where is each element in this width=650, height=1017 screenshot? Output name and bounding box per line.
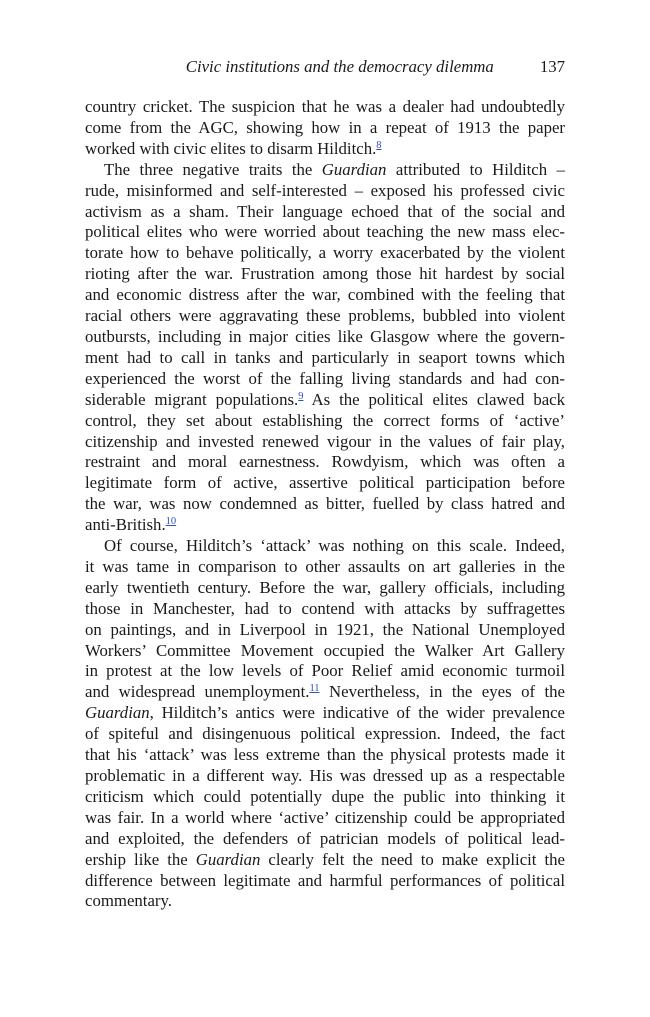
text-segment: attributed to Hilditch – [386,159,565,179]
text-line: and economic distress after the war, combined with the feeling that [85,285,565,305]
text-segment: The three negative traits the [104,159,322,179]
text-line: and exploited, the defenders of patrician models of political lead- [85,828,565,848]
running-title: Civic institutions and the democracy dilemma [185,57,494,76]
text-segment: , Hilditch’s antics were indicative of the wider prevalence [149,703,565,723]
text-line: early twentieth century. Before the war, gallery officials, including [85,577,565,597]
text-segment: Nevertheless, in the eyes of the [319,682,566,702]
text-line: racial others were aggravating these problems, bubbled into violent [85,306,565,326]
text-segment: ership like the [85,849,196,869]
text-line [85,139,565,160]
text-segment: and widespread unemployment. [85,682,310,702]
text-line: the war, was now condemned as bitter, fuelled by class hatred and [85,494,565,514]
text-line: problematic in a different way. His was dressed up as a respectable [85,766,565,785]
text-line [85,390,565,411]
text-line: restraint and moral earnestness. Rowdyism, which was often a [85,452,565,472]
text-line: torate how to behave politically, a worry exacerbated by the violent [85,243,565,263]
text-segment: As the political elites clawed back [303,389,565,409]
text-line: that his ‘attack’ was less extreme than the physical protests made it [85,745,565,765]
text-line: criticism which could potentially dupe the public into thinking it [85,786,565,806]
body-text [85,97,565,912]
text-line: on paintings, and in Liverpool in 1921, the National Unemployed [85,619,565,639]
text-segment: worked with civic elites to disarm Hilditch. [85,138,377,158]
text-line: commentary. [85,891,172,911]
italic-title: Guardian [321,159,387,179]
text-line: Of course, Hilditch’s ‘attack’ was nothing on this scale. Indeed, [104,536,565,556]
text-line: experienced the worst of the falling living standards and had con- [85,368,565,388]
text-line: control, they set about establishing the correct forms of ‘active’ [85,410,565,430]
footnote-link-11[interactable]: 11 [309,683,320,695]
text-line: Workers’ Committee Movement occupied the Walker Art Gallery [85,640,565,660]
text-line: citizenship and invested renewed vigour in the values of fair play, [85,431,565,451]
italic-title: Guardian [195,849,261,869]
text-line [85,850,565,871]
footnote-link-10[interactable]: 10 [165,516,177,528]
text-segment: siderable migrant populations. [85,389,299,409]
text-line: of spiteful and disingenuous political expression. Indeed, the fact [85,724,565,744]
page-number: 137 [539,57,565,76]
text-line: rude, misinformed and self-interested – exposed his professed civic [85,180,565,200]
text-segment: anti-British. [85,515,166,535]
text-line: country cricket. The suspicion that he was a dealer had undoubtedly [85,97,565,116]
text-line: rioting after the war. Frustration among those hit hardest by social [85,264,565,284]
text-line: those in Manchester, had to contend with attacks by suffragettes [85,598,565,618]
footnote-link-8[interactable]: 8 [376,139,382,151]
text-line: activism as a sham. Their language echoed that of the social and [85,201,565,221]
text-line: ment had to call in tanks and particularly in seaport towns which [85,347,565,367]
text-line [85,515,565,536]
footnote-link-9[interactable]: 9 [298,390,304,402]
text-line: difference between legitimate and harmful performances of political [85,870,565,890]
text-line [85,682,565,703]
text-line: come from the AGC, showing how in a repeat of 1913 the paper [85,117,565,137]
text-line: in protest at the low levels of Poor Relief amid economic turmoil [85,661,565,681]
text-line: legitimate form of active, assertive political participation before [85,473,565,493]
text-line: it was tame in comparison to other assaults on art galleries in the [85,556,565,576]
text-line [85,703,565,724]
text-segment: clearly felt the need to make explicit the [260,849,565,869]
italic-title: Guardian [85,703,150,723]
text-line: was fair. In a world where ‘active’ citizenship could be appropriated [85,807,565,827]
book-page [85,56,565,912]
text-line: political elites who were worried about teaching the new mass elec- [85,222,565,242]
text-line [85,160,565,181]
running-header [85,56,565,78]
text-line: outbursts, including in major cities like Glasgow where the govern- [85,326,565,346]
